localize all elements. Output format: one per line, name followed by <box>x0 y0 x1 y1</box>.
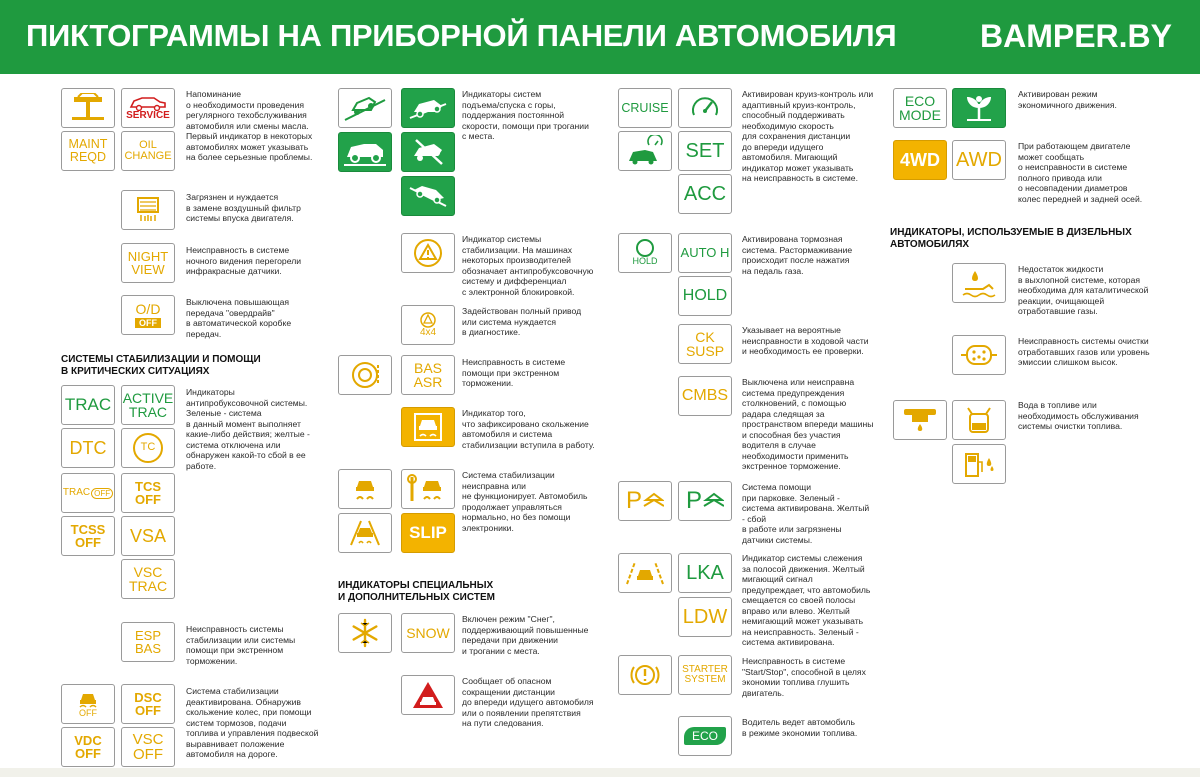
start-stop-description: Неисправность в системе "Start/Stop", способной в целях экономии топлива глушить двигатель. <box>742 656 866 698</box>
parking-assist-green-icon: P <box>678 481 732 521</box>
eco-driver-icon: ECO <box>678 716 732 756</box>
lane-assist-icon <box>618 553 672 593</box>
slip-icon: SLIP <box>401 513 455 553</box>
hill-description: Индикаторы систем подъема/спуска с горы, поддержания постоянной скорости, помощи при трогании с места. <box>462 89 589 141</box>
footer-strip <box>0 768 1200 777</box>
cmbs-description: Выключена или неисправна система предупреждения столкновений, с помощью радара следящая за пространством впереди машины и способная без участия водителя в случае необходимости применить экстренное торможение. <box>742 377 874 471</box>
water-in-fuel-icon <box>893 400 947 440</box>
bas-asr-description: Неисправность в системе помощи при экстренном торможении. <box>462 357 566 388</box>
4wd-description: При работающем двигателе может сообщать о неисправности в системе полного привода или о несовпадении диаметров колес передней и задней осей. <box>1018 141 1143 204</box>
skid-lines-icon <box>338 513 392 553</box>
vsc-off-icon: VSC OFF <box>121 727 175 767</box>
speedometer-icon <box>678 88 732 128</box>
ldw-icon: LDW <box>678 597 732 637</box>
hold-description: Активирована тормозная система. Растормаживание происходит после нажатия на педаль газа. <box>742 234 853 276</box>
air-filter-icon <box>121 190 175 230</box>
tcs-off-icon: TCS OFF <box>121 473 175 513</box>
active-trac-icon: ACTIVE TRAC <box>121 385 175 425</box>
parking-description: Система помощи при парковке. Зеленый - система активирована. Желтый - сбой в работе или загрязнены датчики системы. <box>742 482 870 545</box>
fuel-water-icon <box>952 444 1006 484</box>
lane-description: Индикатор системы слежения за полосой движения. Желтый мигающий сигнал предупреждает, что автомобиль смещается со своей полосы вправо или влево. Желтый немигающий может указывать на неисправность. Зеленый - система активирована. <box>742 553 871 647</box>
eco-mode-description: Активирован режим экономичного движения. <box>1018 89 1117 110</box>
hill-off-icon <box>401 132 455 172</box>
starter-system-icon: STARTER SYSTEM <box>678 655 732 695</box>
traction-control-icon: TC <box>121 428 175 468</box>
cmbs-icon: CMBS <box>678 376 732 416</box>
particulate-filter-icon <box>952 335 1006 375</box>
adblue-icon <box>952 263 1006 303</box>
water-fuel-description: Вода в топливе или необходимость обслуживания системы очистки топлива. <box>1018 400 1139 431</box>
skid-warning-description: Система стабилизации неисправна или не функционирует. Автомобиль продолжает управляться нормально, но без помощи электроники. <box>462 470 588 533</box>
od-off-icon: O/D OFF <box>121 295 175 335</box>
skid-box-icon <box>401 407 455 447</box>
oil-change-icon: OIL CHANGE <box>121 131 175 171</box>
auto-hold-icon: AUTO H <box>678 233 732 273</box>
ck-susp-icon: CK SUSP <box>678 324 732 364</box>
maint-reqd-icon: MAINT REQD <box>61 131 115 171</box>
eco-driver-description: Водитель ведет автомобиль в режиме экономии топлива. <box>742 717 858 738</box>
differential-lock-icon <box>401 233 455 273</box>
hill-descent-icon <box>338 88 392 128</box>
service-lift-icon <box>61 88 115 128</box>
parking-assist-yellow-icon: P <box>618 481 672 521</box>
4wd-icon: 4WD <box>893 140 947 180</box>
adaptive-cruise-icon <box>618 131 672 171</box>
trac-off-icon: TRAC OFF <box>61 473 115 513</box>
vsc-trac-icon: VSC TRAC <box>121 559 175 599</box>
snow-mode-icon: SNOW <box>401 613 455 653</box>
esp-bas-icon: ESP BAS <box>121 622 175 662</box>
eco-plant-icon <box>952 88 1006 128</box>
cruise-icon: CRUISE <box>618 88 672 128</box>
diff-lock-description: Индикатор системы стабилизации. На машинах некоторых производителей обозначает антипробуксовочную систему и дифференциал с электронной блокировкой. <box>462 234 594 297</box>
skid-wrench-icon <box>401 469 455 509</box>
tcss-off-icon: TCSS OFF <box>61 516 115 556</box>
water-fuel-filter-icon <box>952 400 1006 440</box>
start-stop-icon <box>618 655 672 695</box>
lka-icon: LKA <box>678 553 732 593</box>
service-description: Напоминание о необходимости проведения регулярного техобслуживания автомобиля или смены масла. Первый индикатор в некоторых автомобилях может указывать на более серьезные проблемы. <box>186 89 313 162</box>
header-bar <box>0 0 1200 74</box>
brand-logo: BAMPER.BY <box>979 18 1172 54</box>
abs-description: Индикаторы антипробуксовочной системы. Зеленые - система в данный момент выполняет какие-либо действия; желтые - система отключена или обнаружен какой-то сбой в ее работе. <box>186 387 310 471</box>
4x4-icon: 4x4 <box>401 305 455 345</box>
collision-description: Сообщает об опасном сокращении дистанции до впереди идущего автомобиля или о появлении препятствия на пути следования. <box>462 676 594 728</box>
hill-car-icon <box>401 88 455 128</box>
page-title: ПИКТОГРАММЫ НА ПРИБОРНОЙ ПАНЕЛИ АВТОМОБИЛЯ <box>26 18 897 53</box>
od-off-description: Выключена повышающая передача "овердрайв" в автоматической коробке передач. <box>186 297 292 339</box>
set-icon: SET <box>678 131 732 171</box>
service-icon: SERVICE <box>121 88 175 128</box>
section-heading-diesel: ИНДИКАТОРЫ, ИСПОЛЬЗУЕМЫЕ В ДИЗЕЛЬНЫХ АВТОМОБИЛЯХ <box>890 227 1132 250</box>
esp-bas-description: Неисправность системы стабилизации или системы помощи при экстренном торможении. <box>186 624 296 666</box>
dpf-description: Неисправность системы очистки отработавших газов или уровень эмиссии слишком высок. <box>1018 336 1150 367</box>
4x4-description: Задействован полный привод или система нуждается в диагностике. <box>462 306 582 337</box>
section-heading-stabilization: СИСТЕМЫ СТАБИЛИЗАЦИИ И ПОМОЩИ В КРИТИЧЕСКИХ СИТУАЦИЯХ <box>61 354 261 377</box>
snowflake-icon <box>338 613 392 653</box>
dsc-off-description: Система стабилизации деактивирована. Обнаружив скольжение колес, при помощи систем тормозов, подачи топлива и управления подвеской выравнивает положение автомобиля на дороге. <box>186 686 319 759</box>
skid-off-icon: OFF <box>61 684 115 724</box>
hold-icon: HOLD <box>678 276 732 316</box>
air-filter-description: Загрязнен и нуждается в замене воздушный фильтр системы впуска двигателя. <box>186 192 301 223</box>
dtc-icon: DTC <box>61 428 115 468</box>
section-heading-special: ИНДИКАТОРЫ СПЕЦИАЛЬНЫХ И ДОПОЛНИТЕЛЬНЫХ СИСТЕМ <box>338 580 495 603</box>
night-view-icon: NIGHT VIEW <box>121 243 175 283</box>
skid-warning-icon <box>338 469 392 509</box>
awd-icon: AWD <box>952 140 1006 180</box>
vdc-off-icon: VDC OFF <box>61 727 115 767</box>
trac-icon: TRAC <box>61 385 115 425</box>
eco-mode-icon: ECO MODE <box>893 88 947 128</box>
collision-warning-icon <box>401 675 455 715</box>
hold-circle-icon: HOLD <box>618 233 672 273</box>
skid-box-description: Индикатор того, что зафиксировано скольжение автомобиля и система стабилизации вступила в работу. <box>462 408 595 450</box>
cruise-description: Активирован круиз-контроль или адаптивный круиз-контроль, способный поддерживать необходимую скорость для сохранения дистанции до впереди идущего автомобиля. Мигающий индикатор может указывать на неисправность в системе. <box>742 89 874 183</box>
dsc-off-icon: DSC OFF <box>121 684 175 724</box>
snow-description: Включен режим "Снег", поддерживающий повышенные передачи при движении и трогании с места. <box>462 614 589 656</box>
acc-icon: ACC <box>678 174 732 214</box>
bas-asr-icon: BAS ASR <box>401 355 455 395</box>
hill-slope-icon <box>401 176 455 216</box>
hill-assist-icon <box>338 132 392 172</box>
vsa-icon: VSA <box>121 516 175 556</box>
ck-susp-description: Указывает на вероятные неисправности в ходовой части и необходимость ее проверки. <box>742 325 869 356</box>
night-view-description: Неисправность в системе ночного видения перегорели инфракрасные датчики. <box>186 245 302 276</box>
tire-icon <box>338 355 392 395</box>
adblue-description: Недостаток жидкости в выхлопной системе, которая необходима для каталитической реакции, очищающей отработавшие газы. <box>1018 264 1149 316</box>
